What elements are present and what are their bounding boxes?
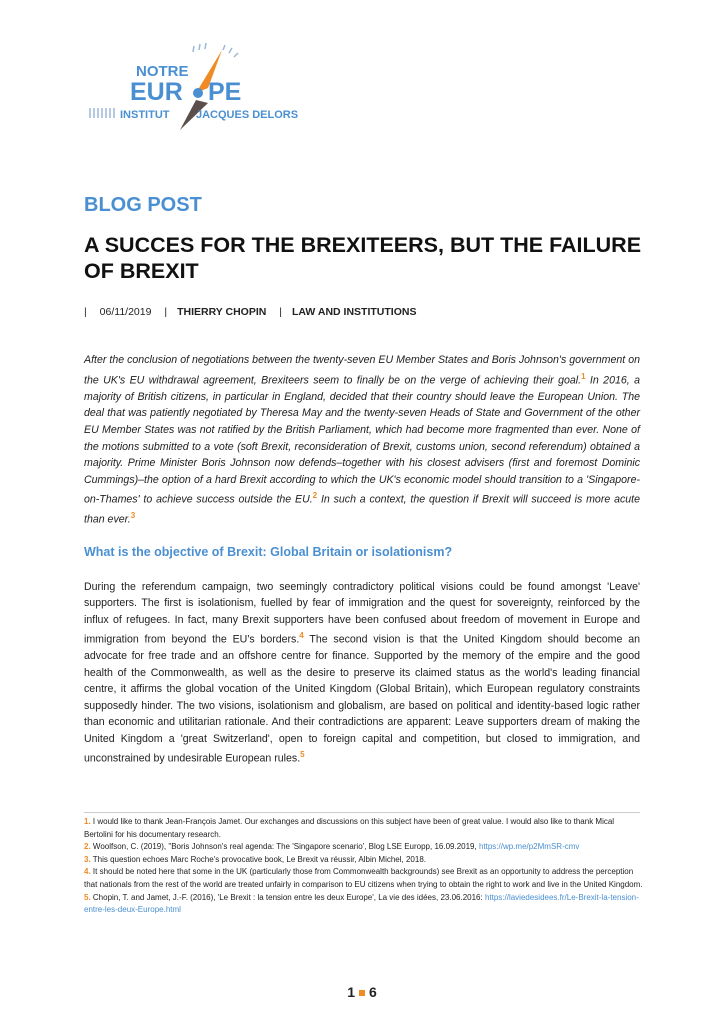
footnote-ref[interactable]: 1 xyxy=(581,371,586,381)
current-page: 1 xyxy=(347,984,355,1000)
footnote-link[interactable]: https://wp.me/p2MmSR-cmv xyxy=(478,842,580,852)
footnote xyxy=(84,866,644,891)
footnote xyxy=(84,892,644,917)
post-type-label: BLOG POST xyxy=(84,194,202,216)
svg-text:JACQUES DELORS: JACQUES DELORS xyxy=(196,109,299,121)
total-pages: 6 xyxy=(369,984,377,1000)
body-text: During the referendum campaign, two seemingly contradictory political visions could be found amongst 'Leave' supporters. The first is isolationism, fuelled by fear of immigration and the quest for sovereignty, reinforced by the influx of refugees. In fact, many Brexit supporters have been confused about freedom of movement in Europe and immigration from beyond the EU's borders. xyxy=(84,580,640,646)
footnote-ref[interactable]: 2 xyxy=(312,491,318,501)
footnote-text: Woolfson, C. (2019), "Boris Johnson's real agenda: The 'Singapore scenario', Blog LSE Europp, 16.09.2019, xyxy=(92,842,479,852)
compass-logo-icon xyxy=(88,38,299,128)
page-number xyxy=(0,984,724,1000)
page-title: A SUCCES FOR THE BREXITEERS, BUT THE FAILURE OF BREXIT xyxy=(84,233,642,283)
footnote-text: Chopin, T. and Jamet, J.-F. (2016), 'Le Brexit : la tension entre les deux Europe', La vie des idées, 23.06.2016: xyxy=(92,892,485,902)
footnote-text: This question echoes Marc Roche's provocative book, Le Brexit va réussir, Albin Michel, 2018. xyxy=(92,854,426,864)
svg-text:NOTRE: NOTRE xyxy=(136,63,189,80)
footnote-number: 1. xyxy=(84,817,91,826)
footnote-number: 5. xyxy=(84,892,91,902)
footnote-ref[interactable]: 3 xyxy=(130,511,136,521)
footnote-divider xyxy=(84,812,640,813)
post-date: 06/11/2019 xyxy=(99,306,152,318)
intro-paragraph xyxy=(84,352,640,529)
footnote xyxy=(84,841,644,854)
body-text: The second vision is that the United Kingdom should become an advocate for free trade and an offshore centre for finance. Supported by the memory of the empire and the good health of the Commonwealth, as well as the desire to preserve its claimed status as the world's leading financial centre, it affirms the global vocation of the United Kingdom (Global Britain), which European regulatory constraints supposedly hinder. The two visions, isolationism and globalism, are based on political and identity-based logic rather than economic and utilitarian rationale. And their contradictions are apparent: Leave supporters dream of making the United Kingdom a 'great Switzerland', open to foreign capital and competition, but closed to immigration, and unconstrained by undesirable European rules. xyxy=(84,633,640,765)
post-meta xyxy=(84,306,416,318)
svg-text:EUR: EUR xyxy=(130,78,183,106)
section-heading: What is the objective of Brexit: Global Britain or isolationism? xyxy=(84,544,453,559)
meta-separator: | xyxy=(279,306,283,318)
footnote-number: 4. xyxy=(84,867,91,877)
separator-square-icon xyxy=(359,990,365,996)
footnote xyxy=(84,854,644,867)
footnote xyxy=(84,816,644,841)
svg-text:INSTITUT: INSTITUT xyxy=(120,109,170,121)
footnote-ref[interactable]: 4 xyxy=(299,631,304,641)
footnote-text: It should be noted here that some in the UK (particularly those from Commonwealth backgrounds) see Brexit as an opportunity to address the perception that nationals from the rest of the world are treated unfairly in comparison to EU citizens when trying to obtain the right to work and live in the United Kingdom. xyxy=(84,867,643,889)
notre-europe-logo xyxy=(88,38,299,128)
footnote-link[interactable]: https://laviedesidees.fr/Le-Brexit-la-tension-entre-les-deux-Europe.html xyxy=(84,892,639,915)
article-body xyxy=(84,352,640,767)
intro-text: In such a context, the question if Brexit will succeed is more acute than ever. xyxy=(84,493,640,526)
post-category: LAW AND INSTITUTIONS xyxy=(292,306,417,318)
footnote-text: I would like to thank Jean-François Jamet. Our exchanges and discussions on this subject have been of great value. I would also like to thank Mical Bertolini for his documentary research. xyxy=(84,817,615,839)
footnote-ref[interactable]: 5 xyxy=(300,750,305,760)
meta-separator: | xyxy=(164,306,168,318)
body-paragraph xyxy=(84,579,640,768)
footnotes xyxy=(84,816,644,917)
svg-text:PE: PE xyxy=(208,78,242,106)
intro-text: In 2016, a majority of British citizens, in particular in England, decided that their country should leave the European Union. The deal that was patiently negotiated by Theresa May and the twenty-seven Heads of State and Government of the other EU Member States was not ratified by the British Parliament, which had become more fragmented than ever. None of the motions submitted to a vote (soft Brexit, reconsideration of Brexit, customs union, second referendum) obtained a majority. Prime Minister Boris Johnson now defends–together with his closest advisers (first and foremost Dominic Cummings)–the option of a hard Brexit according to which the UK's economic model should transition to a 'Singapore-on-Thames' to achieve success outside the EU. xyxy=(84,374,640,506)
meta-separator: | xyxy=(84,306,87,318)
intro-text: After the conclusion of negotiations between the twenty-seven EU Member States and Boris Johnson's government on the UK's EU withdrawal agreement, Brexiteers seem to finally be on the verge of achieving their goal. xyxy=(84,354,640,387)
footnote-number: 3. xyxy=(84,854,91,864)
post-author: THIERRY CHOPIN xyxy=(177,306,267,318)
footnote-number: 2. xyxy=(84,842,91,852)
